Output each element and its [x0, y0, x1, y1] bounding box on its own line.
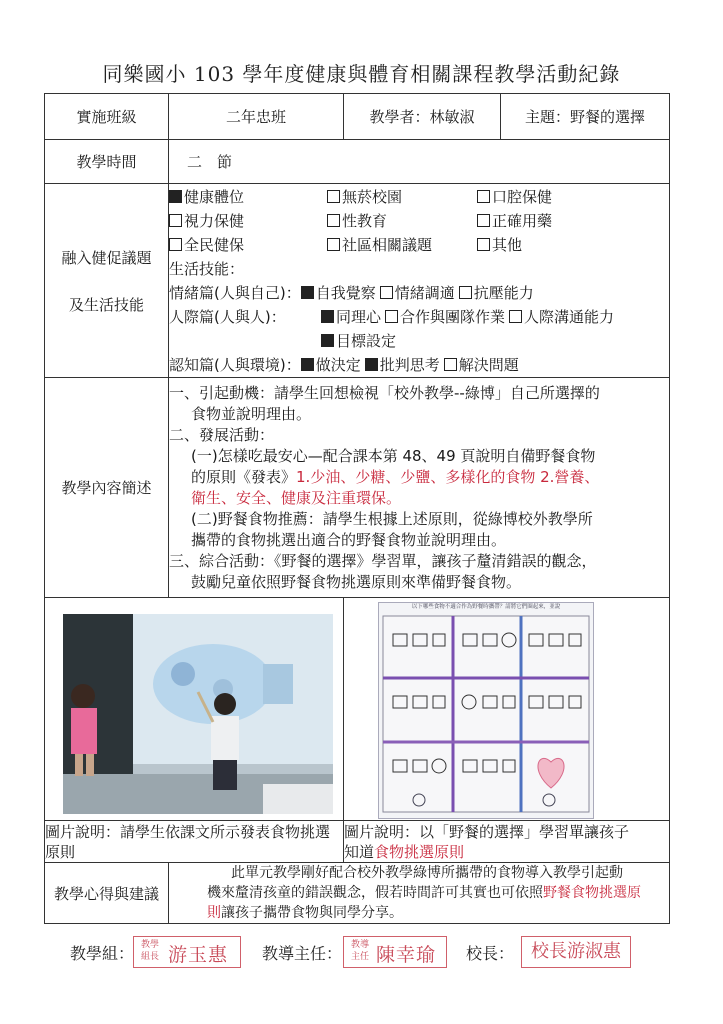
content-line [169, 467, 669, 488]
social-label: 人際篇(人與人)： [169, 307, 286, 326]
checkbox-label: 情緒調適 [394, 283, 455, 302]
principal-stamp: 校長游淑惠 [521, 936, 631, 968]
checkbox-item[interactable] [301, 353, 361, 377]
emotion-label: 情緒篇(人與自己)： [169, 283, 301, 302]
content-label: 教學內容簡述 [45, 378, 169, 598]
classroom-photo-image [63, 614, 333, 814]
checkbox-item[interactable] [509, 305, 614, 329]
stamp-name: 陳幸瑜 [376, 944, 437, 966]
time-label: 教學時間 [45, 140, 169, 184]
director-label: 教導主任： [262, 944, 343, 963]
checkbox-label: 全民健保 [184, 235, 245, 254]
unchecked-box-icon[interactable] [169, 238, 182, 251]
reflection-text: 讓孩子攜帶食物與同學分享。 [221, 905, 403, 921]
caption-1: 圖片說明：請學生依課文所示發表食物挑選原則 [45, 821, 344, 863]
checkbox-item[interactable] [327, 185, 473, 209]
checkbox-item[interactable] [327, 233, 473, 257]
caption-2-line2 [344, 842, 669, 862]
teacher: 教學者：林敏淑 [344, 94, 501, 140]
topics-row [169, 233, 669, 257]
unchecked-box-icon[interactable] [327, 190, 340, 203]
reflection-line [207, 883, 669, 903]
checkbox-item[interactable] [327, 209, 473, 233]
cognitive-items [301, 356, 523, 374]
social-row [169, 305, 669, 329]
worksheet-header: 以下哪些食物不適合作為野餐時攜帶？請將它們圈起來，並說 [411, 603, 561, 610]
unchecked-box-icon[interactable] [477, 190, 490, 203]
emotion-row [169, 281, 669, 305]
topics-cell [169, 184, 670, 378]
checkbox-label: 同理心 [336, 307, 382, 326]
social-row-2 [169, 329, 669, 353]
caption-2-line1: 圖片說明：以「野餐的選擇」學習單讓孩子 [344, 822, 630, 841]
content-line: (一)怎樣吃最安心—配合課本第 48、49 頁說明自備野餐食物 [191, 446, 596, 465]
cognitive-row [169, 353, 669, 377]
checkbox-item[interactable] [477, 185, 597, 209]
unchecked-box-icon[interactable] [477, 238, 490, 251]
reflection-line [207, 903, 669, 923]
reflection-highlight: 則 [207, 905, 221, 921]
stamp-title: 教學組長 [140, 940, 159, 962]
teaching-group-stamp [133, 936, 241, 968]
topics-label [45, 184, 169, 378]
content-cell [169, 378, 670, 598]
stamp-name: 游玉惠 [168, 944, 229, 966]
health-topics-grid [169, 185, 669, 257]
photo-cell-2 [344, 598, 670, 821]
reflection-label: 教學心得與建議 [45, 863, 169, 924]
reflection-line: 此單元教學剛好配合校外教學綠博所攜帶的食物導入教學引起動 [231, 865, 623, 881]
topics-row [169, 185, 669, 209]
checkbox-item[interactable] [444, 353, 519, 377]
director-stamp [343, 936, 447, 968]
reflection-highlight: 野餐食物挑選原 [543, 885, 641, 901]
checked-box-icon[interactable] [321, 334, 334, 347]
page-title: 同樂國小 103 學年度健康與體育相關課程教學活動紀錄 [102, 62, 621, 86]
cognitive-label: 認知篇(人與環境)： [169, 355, 301, 374]
checkbox-label: 性教育 [342, 211, 388, 230]
checkbox-label: 視力保健 [184, 211, 245, 230]
content-line: 三、綜合活動：《野餐的選擇》學習單，讓孩子釐清錯誤的觀念， [169, 551, 597, 570]
unchecked-box-icon[interactable] [327, 214, 340, 227]
unchecked-box-icon[interactable] [385, 310, 398, 323]
checkbox-item[interactable] [477, 233, 597, 257]
content-line: 食物並說明理由。 [191, 404, 312, 423]
worksheet-image [379, 612, 593, 816]
principal-label: 校長： [466, 944, 515, 963]
checkbox-label: 合作與團隊作業 [400, 307, 506, 326]
topic: 主題：野餐的選擇 [501, 94, 670, 140]
checkbox-item[interactable] [321, 329, 396, 353]
unchecked-box-icon[interactable] [380, 286, 393, 299]
checkbox-item[interactable] [169, 233, 323, 257]
record-table [44, 93, 670, 924]
social-items [321, 308, 618, 326]
checkbox-item[interactable] [477, 209, 597, 233]
checkbox-label: 無菸校園 [342, 187, 403, 206]
checkbox-item[interactable] [301, 281, 376, 305]
social-items2 [321, 332, 400, 350]
teaching-group-label: 教學組： [70, 944, 135, 963]
checkbox-label: 目標設定 [336, 331, 397, 350]
checked-box-icon[interactable] [321, 310, 334, 323]
time-value: 二 節 [169, 140, 670, 184]
unchecked-box-icon[interactable] [509, 310, 522, 323]
unchecked-box-icon[interactable] [459, 286, 472, 299]
content-text: 的原則《發表》 [191, 467, 297, 486]
content-line: 一、引起動機：請學生回想檢視「校外教學--綠博」自己所選擇的 [169, 383, 600, 402]
checkbox-item[interactable] [385, 305, 505, 329]
emotion-items [301, 284, 538, 302]
checkbox-label: 社區相關議題 [342, 235, 433, 254]
caption-2-highlight: 食物挑選原則 [374, 842, 465, 861]
topics-label-line2: 及生活技能 [68, 295, 144, 314]
checked-box-icon[interactable] [301, 286, 314, 299]
content-line: (二)野餐食物推薦：請學生根據上述原則，從綠博校外教學所 [191, 509, 593, 528]
checkbox-item[interactable] [169, 209, 323, 233]
checkbox-label: 人際溝通能力 [524, 307, 615, 326]
checked-box-icon[interactable] [365, 358, 378, 371]
unchecked-box-icon[interactable] [327, 238, 340, 251]
checked-box-icon[interactable] [169, 190, 182, 203]
caption-2 [344, 821, 670, 863]
checkbox-label: 解決問題 [458, 355, 519, 374]
checkbox-label: 正確用藥 [492, 211, 553, 230]
life-skills-label: 生活技能： [169, 259, 245, 278]
checkbox-label: 其他 [492, 235, 523, 254]
content-highlight: 衛生、安全、健康及注重環保。 [191, 488, 402, 507]
reflection-cell [169, 863, 670, 924]
checkbox-label: 健康體位 [184, 187, 245, 206]
unchecked-box-icon[interactable] [477, 214, 490, 227]
checkbox-item[interactable] [365, 353, 440, 377]
checkbox-label: 抗壓能力 [473, 283, 534, 302]
checkbox-label: 口腔保健 [492, 187, 553, 206]
topics-row [169, 209, 669, 233]
class-label: 實施班級 [45, 94, 169, 140]
checkbox-item[interactable] [169, 185, 323, 209]
caption-2-text: 知道 [344, 842, 375, 861]
photo-cell-1 [45, 598, 344, 821]
checkbox-item[interactable] [380, 281, 455, 305]
checked-box-icon[interactable] [301, 358, 314, 371]
topics-label-line1: 融入健促議題 [61, 248, 152, 267]
checkbox-item[interactable] [321, 305, 381, 329]
content-highlight: 1.少油、少糖、少鹽、多樣化的食物 2.營養、 [296, 467, 600, 486]
classroom-photo [63, 614, 333, 814]
unchecked-box-icon[interactable] [444, 358, 457, 371]
worksheet-photo [378, 602, 594, 819]
checkbox-label: 做決定 [315, 355, 361, 374]
unchecked-box-icon[interactable] [169, 214, 182, 227]
reflection-text: 機來釐清孩童的錯誤觀念，假若時間許可其實也可依照 [207, 885, 543, 901]
stamp-title: 教導主任 [350, 940, 369, 962]
content-line: 攜帶的食物挑選出適合的野餐食物並說明理由。 [191, 530, 507, 549]
checkbox-label: 自我覺察 [315, 283, 376, 302]
checkbox-item[interactable] [459, 281, 534, 305]
content-line: 二、發展活動： [169, 425, 275, 444]
content-line: 鼓勵兒童依照野餐食物挑選原則來準備野餐食物。 [191, 572, 522, 591]
checkbox-label: 批判思考 [379, 355, 440, 374]
class-value: 二年忠班 [169, 94, 344, 140]
